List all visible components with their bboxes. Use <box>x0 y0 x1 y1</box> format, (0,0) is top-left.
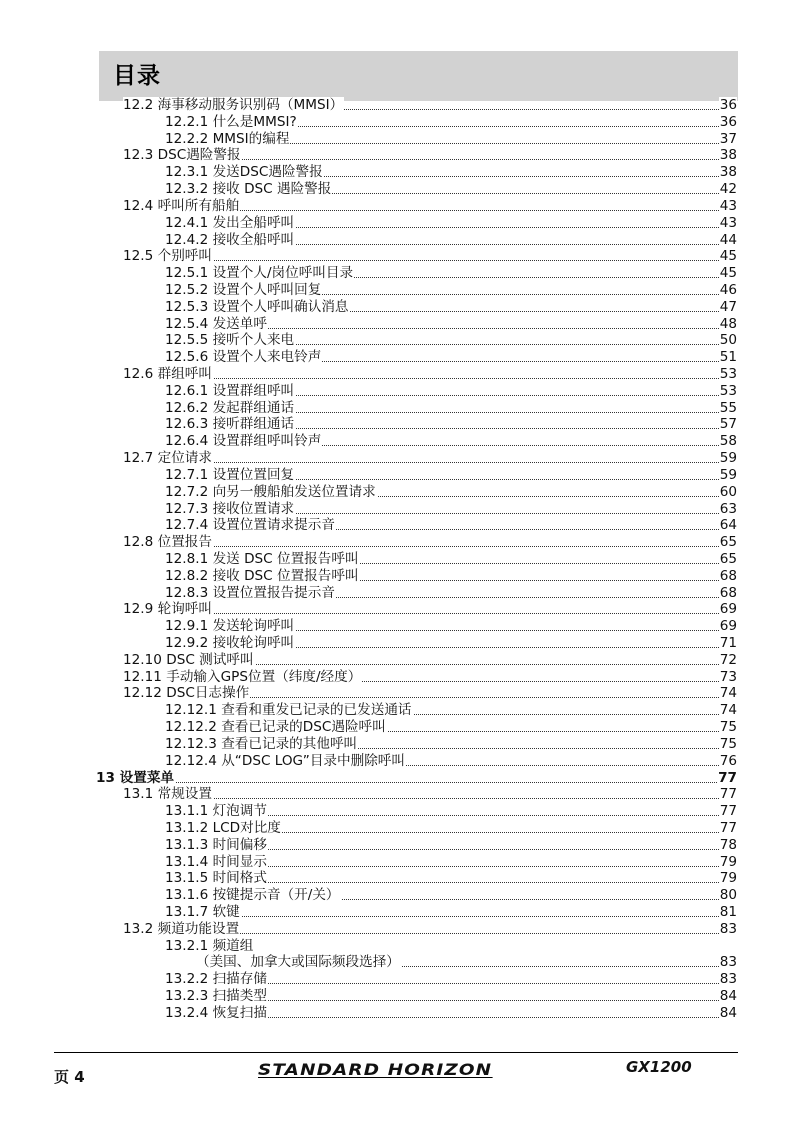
toc-entry[interactable] <box>0 954 791 971</box>
toc-dot-leader <box>123 260 735 261</box>
toc-entry-page: 53 <box>719 366 737 382</box>
toc-entry-number: 12.9 <box>123 601 154 618</box>
toc-entry[interactable] <box>0 635 791 652</box>
toc-entry[interactable] <box>0 1005 791 1022</box>
toc-entry[interactable] <box>0 416 791 433</box>
toc-entry-label <box>165 114 298 131</box>
toc-entry[interactable] <box>0 685 791 702</box>
toc-entry-number: 12.8 <box>123 534 154 551</box>
toc-entry-page: 65 <box>719 550 737 567</box>
toc-entry-page: 64 <box>719 517 737 534</box>
toc-entry-label <box>123 97 344 114</box>
toc-entry[interactable] <box>0 568 791 585</box>
toc-entry-page: 77 <box>718 769 737 786</box>
toc-entry-page: 81 <box>719 904 737 920</box>
toc-dot-leader <box>96 782 735 783</box>
toc-entry-number: 12.7.2 <box>165 483 209 500</box>
toc-entry-number: 12.3.1 <box>165 164 209 181</box>
toc-entry-number: 12.7.4 <box>165 517 209 534</box>
toc-entry-label <box>123 198 240 215</box>
toc-entry-number: 12.12 <box>123 685 162 702</box>
toc-entry-number: 12.6.3 <box>165 416 209 433</box>
toc-entry[interactable] <box>0 736 791 753</box>
toc-entry-number: 13.2.3 <box>165 988 209 1005</box>
toc-entry-page: 80 <box>719 887 737 904</box>
toc-entry-label <box>165 164 324 181</box>
toc-entry-page: 42 <box>719 181 737 198</box>
toc-entry-number: 12.6.1 <box>165 382 209 399</box>
toc-entry[interactable] <box>0 551 791 568</box>
footer-divider <box>54 1052 738 1053</box>
toc-entry-number: 12.11 <box>123 668 162 685</box>
toc-entry[interactable] <box>0 299 791 316</box>
toc-entry-number: 12.3.2 <box>165 181 209 198</box>
toc-entry[interactable] <box>0 400 791 417</box>
toc-entry-label <box>165 517 336 534</box>
toc-entry-page: 75 <box>719 719 737 736</box>
toc-entry-title: 定位请求 <box>157 450 212 467</box>
toc-entry-label <box>165 467 295 484</box>
toc-entry-page: 46 <box>719 281 737 298</box>
toc-entry-title: 海事移动服务识别码（MMSI） <box>157 97 344 113</box>
toc-entry-number: 12.12.1 <box>165 702 217 719</box>
toc-entry-title: 设置个人/岗位呼叫目录 <box>212 265 354 282</box>
toc-entry-title: 设置群组呼叫 <box>212 382 295 399</box>
toc-entry-label <box>165 181 332 198</box>
toc-entry-label <box>165 265 354 282</box>
toc-entry-title: 查看已记录的其他呼叫 <box>221 735 358 752</box>
toc-entry[interactable] <box>0 837 791 854</box>
toc-entry-page: 53 <box>719 382 737 399</box>
toc-entry-number: 13.1.6 <box>165 887 209 904</box>
toc-entry-label <box>123 601 213 618</box>
brand-logo: STANDARD HORIZON <box>258 1060 493 1079</box>
toc-entry-page: 71 <box>719 635 737 651</box>
toc-entry-label <box>165 988 268 1005</box>
toc-entry-number: 12.5.3 <box>165 298 209 315</box>
toc-entry[interactable] <box>0 282 791 299</box>
toc-entry[interactable] <box>0 753 791 770</box>
toc-entry-number: 12.12.3 <box>165 735 217 752</box>
toc-entry-label <box>123 534 213 551</box>
toc-entry-page: 59 <box>719 450 737 467</box>
toc-entry-title: 按键提示音（开/关） <box>212 887 340 904</box>
toc-entry-page: 36 <box>719 113 737 130</box>
toc-entry-title: 呼叫所有船舶 <box>157 197 240 214</box>
toc-entry-page: 44 <box>719 231 737 248</box>
toc-entry-label <box>165 904 241 921</box>
toc-entry-number: 12.10 <box>123 651 162 668</box>
toc-entry-page: 51 <box>719 349 737 366</box>
toc-entry-page: 58 <box>719 433 737 450</box>
toc-entry-title: DSC日志操作 <box>166 685 250 702</box>
toc-entry-number: 13.1.1 <box>165 803 209 820</box>
toc-entry[interactable] <box>0 887 791 904</box>
toc-entry-page: 45 <box>719 265 737 282</box>
toc-entry-label <box>165 753 406 770</box>
toc-entry-page: 68 <box>719 567 737 584</box>
toc-entry-title: 轮询呼叫 <box>157 601 212 618</box>
toc-dot-leader <box>123 378 735 379</box>
toc-entry-title: （美国、加拿大或国际频段选择） <box>196 954 400 971</box>
toc-entry-page: 43 <box>719 197 737 214</box>
toc-entry-number: 12.6 <box>123 366 154 382</box>
toc-entry[interactable] <box>0 820 791 837</box>
toc-entry-title: 接听个人来电 <box>212 332 295 349</box>
toc-entry-title: 设置个人呼叫确认消息 <box>212 298 349 315</box>
toc-entry-number: 12.3 <box>123 147 154 164</box>
toc-entry-number: 12.9.1 <box>165 618 209 635</box>
toc-entry-label <box>123 669 362 686</box>
toc-entry[interactable] <box>0 433 791 450</box>
toc-entry-title: 个别呼叫 <box>157 248 212 265</box>
toc-entry-number: 12.5 <box>123 248 154 265</box>
toc-entry-number: 13.2.1 <box>165 937 209 954</box>
toc-entry-label <box>165 820 282 837</box>
toc-entry-title: LCD对比度 <box>212 819 281 836</box>
toc-entry[interactable] <box>0 669 791 686</box>
toc-entry-number: 12.2 <box>123 97 154 113</box>
toc-entry-title: 设置菜单 <box>119 769 175 786</box>
toc-entry[interactable] <box>0 618 791 635</box>
toc-entry-title: 灯泡调节 <box>212 803 267 820</box>
toc-entry-title: 软键 <box>212 904 240 920</box>
toc-entry[interactable] <box>0 97 791 114</box>
toc-entry[interactable] <box>0 501 791 518</box>
toc-entry-page: 79 <box>719 853 737 870</box>
toc-entry-page: 65 <box>719 534 737 551</box>
toc-entry-label <box>165 551 360 568</box>
toc-entry-page: 83 <box>719 971 737 988</box>
toc-entry-number: 12.8.3 <box>165 584 209 601</box>
toc-entry-title: 时间显示 <box>212 853 267 870</box>
toc-entry-title: 向另一艘船舶发送位置请求 <box>212 483 376 500</box>
toc-entry-title: 频道组 <box>212 937 254 954</box>
toc-entry-title: 发送单呼 <box>212 315 267 332</box>
toc-entry-label <box>123 366 213 383</box>
toc-entry-label <box>123 147 242 164</box>
toc-entry-title: 位置报告 <box>157 534 212 551</box>
toc-entry[interactable] <box>0 971 791 988</box>
toc-entry-page: 77 <box>719 803 737 820</box>
toc-entry-page: 77 <box>719 819 737 836</box>
page-title: 目录 <box>113 63 161 89</box>
toc-entry-page: 59 <box>719 466 737 483</box>
toc-entry-page: 38 <box>719 164 737 181</box>
toc-entry-label <box>123 786 213 803</box>
toc-entry-number: 13.1.5 <box>165 870 209 887</box>
toc-entry[interactable] <box>0 467 791 484</box>
toc-entry[interactable] <box>0 147 791 164</box>
toc-entry-label <box>165 232 295 249</box>
toc-entry-title: 接收轮询呼叫 <box>212 635 295 651</box>
toc-entry-page: 69 <box>719 601 737 618</box>
toc-entry-label <box>96 770 175 787</box>
toc-dot-leader <box>123 613 735 614</box>
toc-entry-label <box>123 450 213 467</box>
toc-entry-label <box>165 870 268 887</box>
toc-entry-title: 查看和重发已记录的已发送通话 <box>221 702 412 719</box>
toc-entry-page: 79 <box>719 870 737 887</box>
toc-entry-number: 13 <box>96 769 115 786</box>
toc-entry-number: 12.5.5 <box>165 332 209 349</box>
toc-entry-title: MMSI的编程 <box>212 130 290 147</box>
toc-entry[interactable] <box>0 921 791 938</box>
toc-entry-page: 74 <box>719 685 737 702</box>
toc-entry-number: 12.12.4 <box>165 752 217 769</box>
toc-entry-label <box>165 702 413 719</box>
toc-entry[interactable] <box>0 181 791 198</box>
toc-entry-label <box>165 316 268 333</box>
toc-entry-title: 时间格式 <box>212 870 267 887</box>
toc-entry-label <box>165 938 254 955</box>
toc-entry-title: 接收 DSC 遇险警报 <box>212 181 332 198</box>
toc-entry-title: 发送DSC遇险警报 <box>212 164 323 181</box>
toc-entry[interactable] <box>0 854 791 871</box>
toc-entry-number: 12.2.1 <box>165 113 209 130</box>
toc-entry[interactable] <box>0 198 791 215</box>
toc-entry[interactable] <box>0 786 791 803</box>
toc-entry-title: 设置群组呼叫铃声 <box>212 433 322 450</box>
toc-entry-page: 43 <box>719 214 737 231</box>
toc-entry-page: 37 <box>719 130 737 147</box>
toc-entry-number: 12.9.2 <box>165 635 209 651</box>
toc-entry-label <box>196 954 401 971</box>
toc-entry-title: 什么是MMSI? <box>212 113 297 130</box>
toc-entry-page: 75 <box>719 735 737 752</box>
toc-entry-title: 恢复扫描 <box>212 1004 267 1021</box>
toc-entry-label <box>165 719 387 736</box>
toc-entry[interactable] <box>0 585 791 602</box>
toc-entry-title: 发送 DSC 位置报告呼叫 <box>212 550 359 567</box>
toc-entry-page: 72 <box>719 651 737 668</box>
toc-dot-leader <box>123 798 735 799</box>
toc-entry-page: 76 <box>719 752 737 769</box>
table-of-contents <box>0 97 791 1022</box>
toc-entry-title: 接收全船呼叫 <box>212 231 295 248</box>
toc-entry-title: 扫描类型 <box>212 988 267 1005</box>
toc-entry-page: 38 <box>719 147 737 164</box>
toc-entry-label <box>165 299 350 316</box>
toc-entry-page: 63 <box>719 500 737 517</box>
toc-entry[interactable] <box>0 904 791 921</box>
toc-entry-label <box>165 837 268 854</box>
toc-dot-leader <box>123 462 735 463</box>
toc-entry-title: 发起群组通话 <box>212 399 295 416</box>
toc-entry-title: 设置位置请求提示音 <box>212 517 335 534</box>
toc-entry-label <box>165 971 268 988</box>
toc-entry-label <box>165 736 358 753</box>
toc-entry-label <box>165 501 295 518</box>
toc-entry[interactable] <box>0 517 791 534</box>
toc-entry-number: 13.1.2 <box>165 819 209 836</box>
toc-entry[interactable] <box>0 938 791 955</box>
toc-entry-title: 群组呼叫 <box>157 366 212 382</box>
toc-entry-label <box>165 484 377 501</box>
toc-entry-label <box>165 618 295 635</box>
toc-entry-page: 83 <box>719 920 737 937</box>
toc-entry-number: 13.2.2 <box>165 971 209 988</box>
toc-entry-label <box>123 248 213 265</box>
toc-entry-title: 接收位置请求 <box>212 500 295 517</box>
toc-entry-title: 设置个人呼叫回复 <box>212 281 322 298</box>
toc-entry-title: 频道功能设置 <box>157 920 240 937</box>
toc-entry-title: 发出全船呼叫 <box>212 214 295 231</box>
toc-entry-page: 36 <box>719 97 737 113</box>
toc-entry[interactable] <box>0 232 791 249</box>
toc-entry-page: 74 <box>719 702 737 719</box>
toc-entry-number: 13.2.4 <box>165 1004 209 1021</box>
toc-entry-number: 12.5.1 <box>165 265 209 282</box>
toc-entry-page: 68 <box>719 584 737 601</box>
toc-entry-number: 12.6.2 <box>165 399 209 416</box>
toc-entry-label <box>165 215 295 232</box>
toc-entry-title: 时间偏移 <box>212 836 267 853</box>
toc-entry[interactable] <box>0 366 791 383</box>
model-name: GX1200 <box>626 1058 692 1076</box>
toc-entry-title: 接听群组通话 <box>212 416 295 433</box>
toc-entry-label <box>165 349 322 366</box>
toc-entry[interactable] <box>0 114 791 131</box>
toc-entry[interactable] <box>0 316 791 333</box>
toc-entry[interactable] <box>0 248 791 265</box>
toc-entry-number: 12.7 <box>123 450 154 467</box>
toc-entry-number: 12.4 <box>123 197 154 214</box>
toc-entry[interactable] <box>0 450 791 467</box>
toc-entry[interactable] <box>0 383 791 400</box>
toc-entry-number: 12.7.1 <box>165 466 209 483</box>
toc-entry-title: 发送轮询呼叫 <box>212 618 295 635</box>
toc-entry-label <box>165 568 360 585</box>
toc-entry[interactable] <box>0 601 791 618</box>
toc-entry-number: 12.2.2 <box>165 130 209 147</box>
toc-entry-label <box>165 887 341 904</box>
toc-entry-page: 73 <box>719 668 737 685</box>
toc-entry-number: 13.1.3 <box>165 836 209 853</box>
toc-entry-page: 45 <box>719 248 737 265</box>
toc-entry[interactable] <box>0 770 791 787</box>
toc-entry[interactable] <box>0 349 791 366</box>
toc-entry-title: 接收 DSC 位置报告呼叫 <box>212 567 359 584</box>
toc-entry-label <box>123 652 255 669</box>
toc-entry[interactable] <box>0 988 791 1005</box>
toc-entry-number: 12.4.2 <box>165 231 209 248</box>
toc-entry-label <box>123 921 240 938</box>
toc-entry-title: 扫描存储 <box>212 971 267 988</box>
toc-entry-page: 69 <box>719 618 737 635</box>
toc-entry-label <box>165 400 295 417</box>
toc-entry-title: 从“DSC LOG”目录中删除呼叫 <box>221 752 405 769</box>
toc-entry-page: 83 <box>719 954 737 971</box>
toc-entry-label <box>165 635 295 652</box>
toc-entry-number: 12.5.6 <box>165 349 209 366</box>
toc-entry-number: 12.7.3 <box>165 500 209 517</box>
toc-entry-number: 13.1.4 <box>165 853 209 870</box>
toc-entry[interactable] <box>0 534 791 551</box>
toc-entry-page: 55 <box>719 399 737 416</box>
toc-entry-number: 12.5.4 <box>165 315 209 332</box>
toc-entry-title: 查看已记录的DSC遇险呼叫 <box>221 719 386 736</box>
toc-entry-number: 12.6.4 <box>165 433 209 450</box>
footer-page-number: 页 4 <box>54 1068 85 1086</box>
toc-entry[interactable] <box>0 265 791 282</box>
toc-entry-page: 84 <box>719 988 737 1005</box>
toc-entry[interactable] <box>0 702 791 719</box>
toc-entry[interactable] <box>0 652 791 669</box>
toc-entry-number: 13.2 <box>123 920 154 937</box>
toc-entry-number: 12.5.2 <box>165 281 209 298</box>
toc-entry-label <box>165 803 268 820</box>
toc-entry-label <box>165 131 290 148</box>
toc-entry-page: 48 <box>719 315 737 332</box>
toc-entry-label <box>165 282 322 299</box>
toc-entry-label <box>165 433 322 450</box>
toc-entry[interactable] <box>0 484 791 501</box>
toc-entry-title: DSC 测试呼叫 <box>166 651 254 668</box>
header-bar <box>99 51 738 101</box>
toc-entry-number: 12.8.2 <box>165 567 209 584</box>
toc-entry-label <box>165 854 268 871</box>
toc-entry[interactable] <box>0 131 791 148</box>
toc-entry[interactable] <box>0 870 791 887</box>
toc-entry-label <box>165 332 295 349</box>
toc-entry-title: 手动输入GPS位置（纬度/经度） <box>166 668 362 685</box>
toc-dot-leader <box>165 916 735 917</box>
toc-entry-label <box>165 383 295 400</box>
toc-entry-label <box>165 585 336 602</box>
toc-entry-label <box>165 1005 268 1022</box>
toc-entry-page: 84 <box>719 1004 737 1021</box>
toc-entry-label <box>123 685 250 702</box>
toc-entry-page: 78 <box>719 836 737 853</box>
toc-entry-page: 77 <box>719 786 737 803</box>
toc-entry-title: DSC遇险警报 <box>157 147 241 164</box>
toc-entry[interactable] <box>0 332 791 349</box>
toc-entry[interactable] <box>0 803 791 820</box>
toc-entry-title: 设置位置报告提示音 <box>212 584 335 601</box>
toc-entry-number: 12.12.2 <box>165 719 217 736</box>
toc-entry-label <box>165 416 295 433</box>
toc-entry[interactable] <box>0 719 791 736</box>
toc-entry-number: 13.1.7 <box>165 904 209 920</box>
toc-entry[interactable] <box>0 164 791 181</box>
toc-entry-number: 12.4.1 <box>165 214 209 231</box>
toc-entry-page: 50 <box>719 332 737 349</box>
toc-entry[interactable] <box>0 215 791 232</box>
toc-entry-title: 设置个人来电铃声 <box>212 349 322 366</box>
toc-entry-title: 设置位置回复 <box>212 466 295 483</box>
toc-entry-number: 12.8.1 <box>165 550 209 567</box>
toc-entry-page: 57 <box>719 416 737 433</box>
toc-dot-leader <box>123 546 735 547</box>
toc-entry-page: 60 <box>719 483 737 500</box>
toc-entry-page: 47 <box>719 298 737 315</box>
toc-entry-number: 13.1 <box>123 786 154 803</box>
toc-entry-title: 常规设置 <box>157 786 212 803</box>
